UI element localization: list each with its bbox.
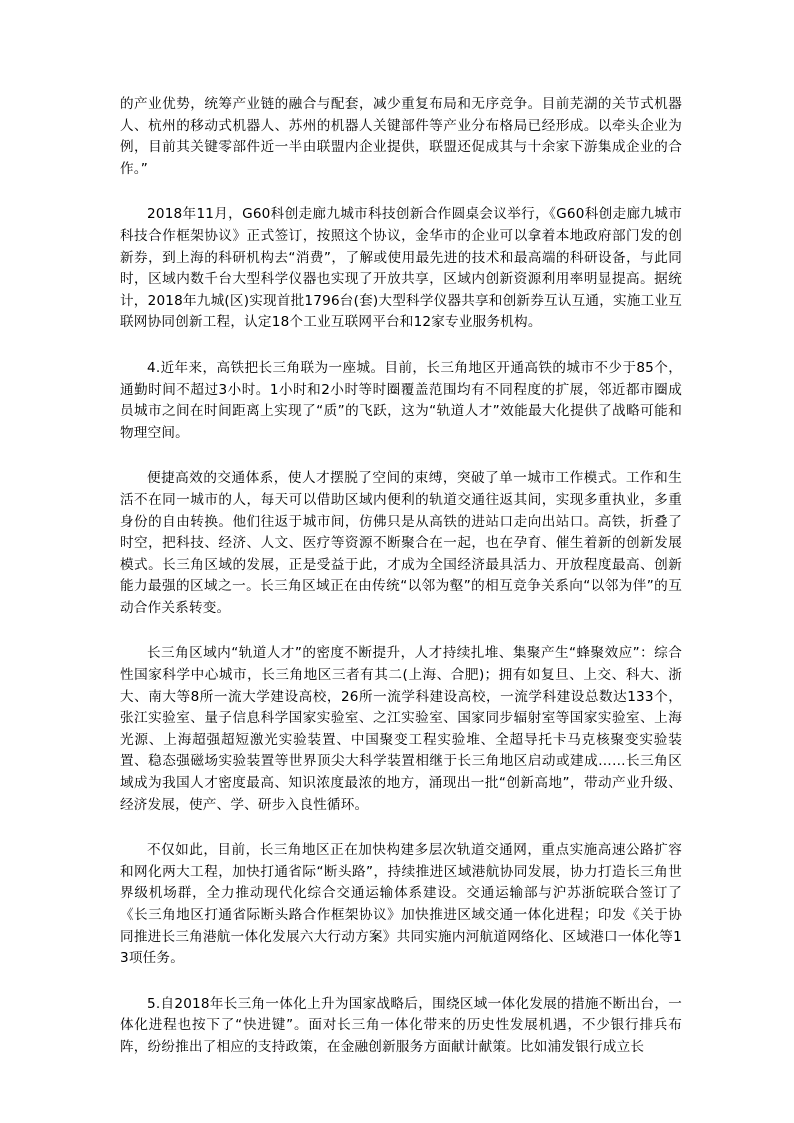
paragraph-rail-talent: 长三角区域内“轨道人才”的密度不断提升，人才持续扎堆、集聚产生“蜂聚效应”：综合性国家科学中心城市，长三角地区三者有其二(上海、合肥)；拥有如复旦、上交、科大、浙大、南大等8所一流大学建设高校，26所一流学科建设高校，一流学科建设总数达133个，张江实验室、量子信息科学国家实验室、之江实验室、国家同步辐射室等国家实验室、上海光源、上海超强超短激光实验装置、中国聚变工程实验堆、全超导托卡马克核聚变实验装置、稳态强磁场实验装置等世界顶尖大科学装置相继于长三角地区启动或建成……长三角区域成为我国人才密度最高、知识浓度最浓的地方，涌现出一批“创新高地”，带动产业升级、经济发展，使产、学、研步入良性循环。 [120,645,682,813]
paragraph-integration-strategy: 5.自2018年长三角一体化上升为国家战略后，围绕区域一体化发展的措施不断出台，一体化进程也按下了“快进键”。面对长三角一体化带来的历史性发展机遇，不少银行排兵布阵，纷纷推出了相应的支持政策，在金融创新服务方面献计献策。比如浦发银行成立长 [120,995,682,1055]
paragraph-continuation: 的产业优势，统筹产业链的融合与配套，减少重复布局和无序竞争。目前芜湖的关节式机器人、杭州的移动式机器人、苏州的机器人关键部件等产业分布格局已经形成。以牵头企业为例，目前其关键零部件近一半由联盟内企业提供，联盟还促成其与十余家下游集成企业的合作。” [120,96,682,177]
paragraph-high-speed-rail: 4.近年来，高铁把长三角联为一座城。目前，长三角地区开通高铁的城市不少于85个，通勤时间不超过3小时。1小时和2小时等时圈覆盖范围均有不同程度的扩展，邻近都市圈成员城市之间在时间距离上实现了“质”的飞跃，这为“轨道人才”效能最大化提供了战略可能和物理空间。 [120,359,682,441]
paragraph-transport-system: 便捷高效的交通体系，使人才摆脱了空间的束缚，突破了单一城市工作模式。工作和生活不在同一城市的人，每天可以借助区域内便利的轨道交通往返其间，实现多重执业，多重身份的自由转换。他们往返于城市间，仿佛只是从高铁的进站口走向出站口。高铁，折叠了时空，把科技、经济、人文、医疗等资源不断聚合在一起，也在孕育、催生着新的创新发展模式。长三角区域的发展，正是受益于此，才成为全国经济最具活力、开放程度最高、创新能力最强的区域之一。长三角区域正在由传统“以邻为壑”的相互竞争关系向“以邻为伴”的互动合作关系转变。 [120,470,682,616]
paragraph-transport-network: 不仅如此，目前，长三角地区正在加快构建多层次轨道交通网，重点实施高速公路扩容和网化两大工程，加快打通省际“断头路”，持续推进区域港航协同发展，协力打造长三角世界级机场群，全力推动现代化综合交通运输体系建设。交通运输部与沪苏浙皖联合签订了《长三角地区打通省际断头路合作框架协议》加快推进区域交通一体化进程；印发《关于协同推进长三角港航一体化发展六大行动方案》共同实施内河航道网络化、区域港口一体化等13项任务。 [120,842,682,967]
paragraph-g60-agreement: 2018年11月，G60科创走廊九城市科技创新合作圆桌会议举行，《G60科创走廊九城市科技合作框架协议》正式签订，按照这个协议，金华市的企业可以拿着本地政府部门发的创新券，到上海的科研机构去“消费”，了解或使用最先进的技术和最高端的科研设备，与此同时，区域内数千台大型科学仪器也实现了开放共享，区域内创新资源利用率明显提高。据统计，2018年九城(区)实现首批1796台(套)大型科学仪器共享和创新券互认互通，实施工业互联网协同创新工程，认定18个工业互联网平台和12家专业服务机构。 [120,206,682,331]
document-page [120,94,682,1083]
